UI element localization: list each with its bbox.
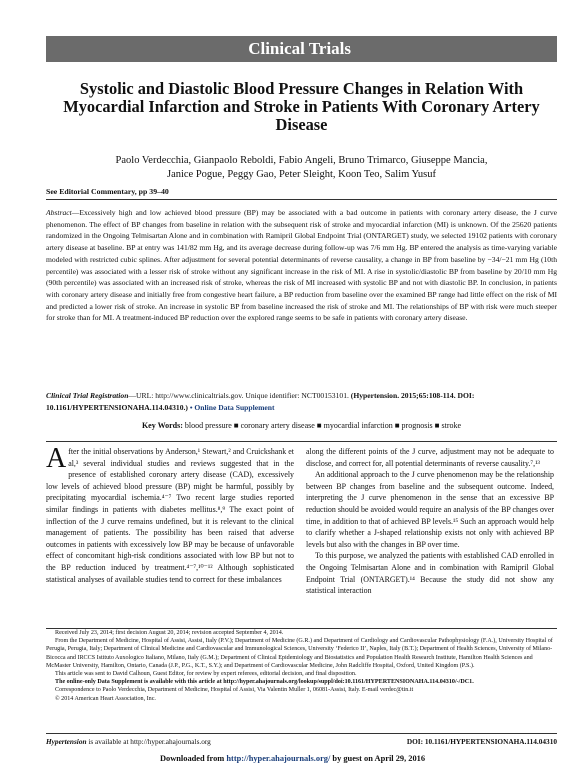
body-paragraph: To this purpose, we analyzed the patients with established CAD enrolled in the Ongoing Telmisartan Alone and in combination with Ramipril Global Endpoint Trial (ONTARGET).¹⁴ Because the study did not show any statistical interaction [306, 551, 554, 596]
keywords [46, 420, 557, 431]
body-paragraph: fter the initial observations by Anderson,¹ Stewart,² and Cruickshank et al,³ several individual studies and reviews suggested that in the presence of established coronary artery disease (CAD), excessively low levels of achieved blood pressure (BP) might be harmful, possibly by precipitating myocardial ischemia.⁴⁻⁷ Two recent large studies reported similar findings in patients with diabetes mellitus.⁸,⁹ The exact point of inflection of the J curve remains undefined, but it is relevant to the clinical management of patients. The possibility has been raised that adverse outcomes in patients with excessively low BP may be because of unfavorable effect of concomitant high-risk conditions associated with low BP but not to the BP reduction induced by treatment.⁴⁻⁷,¹⁰⁻¹² Although sophisticated statistical analyses of available studies tend to correct for these imbalances [46, 447, 294, 584]
journal-url[interactable]: is available at http://hyper.ahajournals.org [86, 737, 211, 746]
trial-registration [46, 390, 557, 413]
keywords-text: blood pressure ■ coronary artery disease ■ myocardial infarction ■ prognosis ■ stroke [184, 421, 462, 430]
journal-availability [46, 737, 211, 747]
drop-cap: A [46, 443, 67, 474]
author-list [46, 154, 557, 182]
copyright: © 2014 American Heart Association, Inc. [55, 695, 156, 702]
registration-label: Clinical Trial Registration [46, 391, 129, 400]
download-prefix: Downloaded from [159, 754, 227, 763]
author-line-2: Janice Pogue, Peggy Gao, Peter Sleight, Koon Teo, Salim Yusuf [166, 169, 437, 180]
section-banner [46, 36, 557, 62]
footnotes [46, 629, 557, 703]
affiliations: From the Department of Medicine, Hospital of Assisi, Assisi, Italy (P.V.); Department of Medicine (G.R.) and Department of Cardiology and Cardiovascular Pathophysiology (F.A.), University Hospital of Perugia, Perugia, Italy; Department of Clinical Medicine and Cardiovascular and Immunological Sciences, University ‘Federico II’, Naples, Italy (B.T.); Department of Health Sciences, University of Milano-Bicocca and IRCCS Istituto Auxologico Italiano, Milano, Italy (G.M.); Department of Clinical Epidemiology and Biostatistics and Population Health Research Institute, Hamilton Health Sciences and McMaster University, Hamilton, Ontario, Canada (J.P., P.G., K.T., S.Y.); and Department of Cardiovascular Medicine, John Radcliffe Hospital, Oxford, United Kingdom (P.S.). [46, 638, 553, 669]
section-banner-label: Clinical Trials [248, 39, 351, 58]
body-paragraph: An additional approach to the J curve phenomenon may be the relationship between BP changes from baseline and the subsequent outcome. Indeed, interpreting the J curve phenomenon in the sense that an excessive BP reduction should be avoided would require an analysis of the BP changes over time, in addition to that of achieved BP levels.¹⁵ Such an approach would help to clarify whether a J-shaped relationship exists not only with achieved BP levels but also with the changes in BP over time. [306, 470, 554, 549]
article-title: Systolic and Diastolic Blood Pressure Changes in Relation With Myocardial Infarction and Stroke in Patients With Coronary Artery Disease [63, 79, 540, 134]
body-column-right [306, 446, 554, 597]
abstract-label: Abstract [46, 208, 72, 217]
journal-name: Hypertension [46, 737, 87, 746]
data-supplement-note[interactable]: The online-only Data Supplement is available with this article at http://hyper.ahajournals.org/lookup/suppl/doi:10.1161/HYPERTENSIONAHA.114.04310/-/DC1. [55, 679, 474, 686]
editorial-commentary-link[interactable]: See Editorial Commentary, pp 39–40 [46, 186, 557, 200]
download-url[interactable]: http://hyper.ahajournals.org/ [226, 754, 331, 763]
received-dates: Received July 23, 2014; first decision August 20, 2014; revision accepted September 4, 2014. [55, 630, 284, 636]
registration-text: —URL: http://www.clinicaltrials.gov. Unique identifier: NCT00153101. [128, 391, 349, 400]
page-footer [46, 733, 557, 746]
correspondence: Correspondence to Paolo Verdecchia, Department of Medicine, Hospital of Assisi, Via Valentin Muller 1, 06081-Assisi, Italy. E-mail verdec@tin.it [55, 687, 414, 694]
citation: (Hypertension. 2015;65:108-114. DOI: 10.1161/HYPERTENSIONAHA.114.04310.) [46, 391, 475, 412]
download-notice [0, 754, 585, 763]
body-column-left [46, 443, 294, 585]
guest-editor-note: This article was sent to David Calhoun, Guest Editor, for review by expert referees, editorial decision, and final disposition. [55, 671, 357, 678]
doi-footer: DOI: 10.1161/HYPERTENSIONAHA.114.04310 [406, 737, 557, 746]
online-supplement-link[interactable]: • Online Data Supplement [189, 402, 275, 412]
author-line-1: Paolo Verdecchia, Gianpaolo Reboldi, Fabio Angeli, Bruno Trimarco, Giuseppe Mancia, [115, 155, 488, 166]
divider [46, 441, 557, 442]
download-suffix: by guest on April 29, 2016 [330, 754, 426, 763]
body-paragraph: along the different points of the J curve, adjustment may not be adequate to disclose, and correct for, all potential determinants of reverse causality.⁷,¹³ [306, 447, 554, 468]
abstract [46, 207, 557, 324]
keywords-label: Key Words: [141, 421, 183, 430]
abstract-text: —Excessively high and low achieved blood pressure (BP) may be associated with a bad outcome in patients with coronary artery disease, the J curve phenomenon. The effect of BP changes from baseline in relation with the subsequent risk of stroke and myocardial infarction (MI) is unknown. Of the 25620 patients randomized in the Ongoing Telmisartan Alone and in combination with Ramipril Global Endpoint Trial (ONTARGET) study, we selected 19102 patients with coronary artery disease at baseline. BP at entry was 141/82 mm Hg, and its average decrease during follow-up was 7/6 mm Hg. BP entered the analysis as time-varying variable modeled with restricted cubic splines. After adjustment for several potential determinants of reverse causality, a change in BP from baseline by −34/−21 mm Hg (10th percentile) was associated with a lesser risk of stroke without any significant increase in the risk of MI. A rise in systolic/diastolic BP from baseline by 20/10 mm Hg (90th percentile) was associated with an increased risk of stroke, whereas the risk of MI increased with systolic BP and not with diastolic BP. In conclusion, in patients with coronary artery disease and initially free from congestive heart failure, a BP reduction from baseline over the examined BP range had little effect on the risk of MI and predicted a lower risk of stroke. An increase in systolic BP from baseline increased the risk of stroke and MI. The relationships of BP with risk were much steeper for stroke than for MI. A treatment-induced BP reduction over the explored range seems to be safe in patients with coronary artery disease. [46, 208, 557, 323]
